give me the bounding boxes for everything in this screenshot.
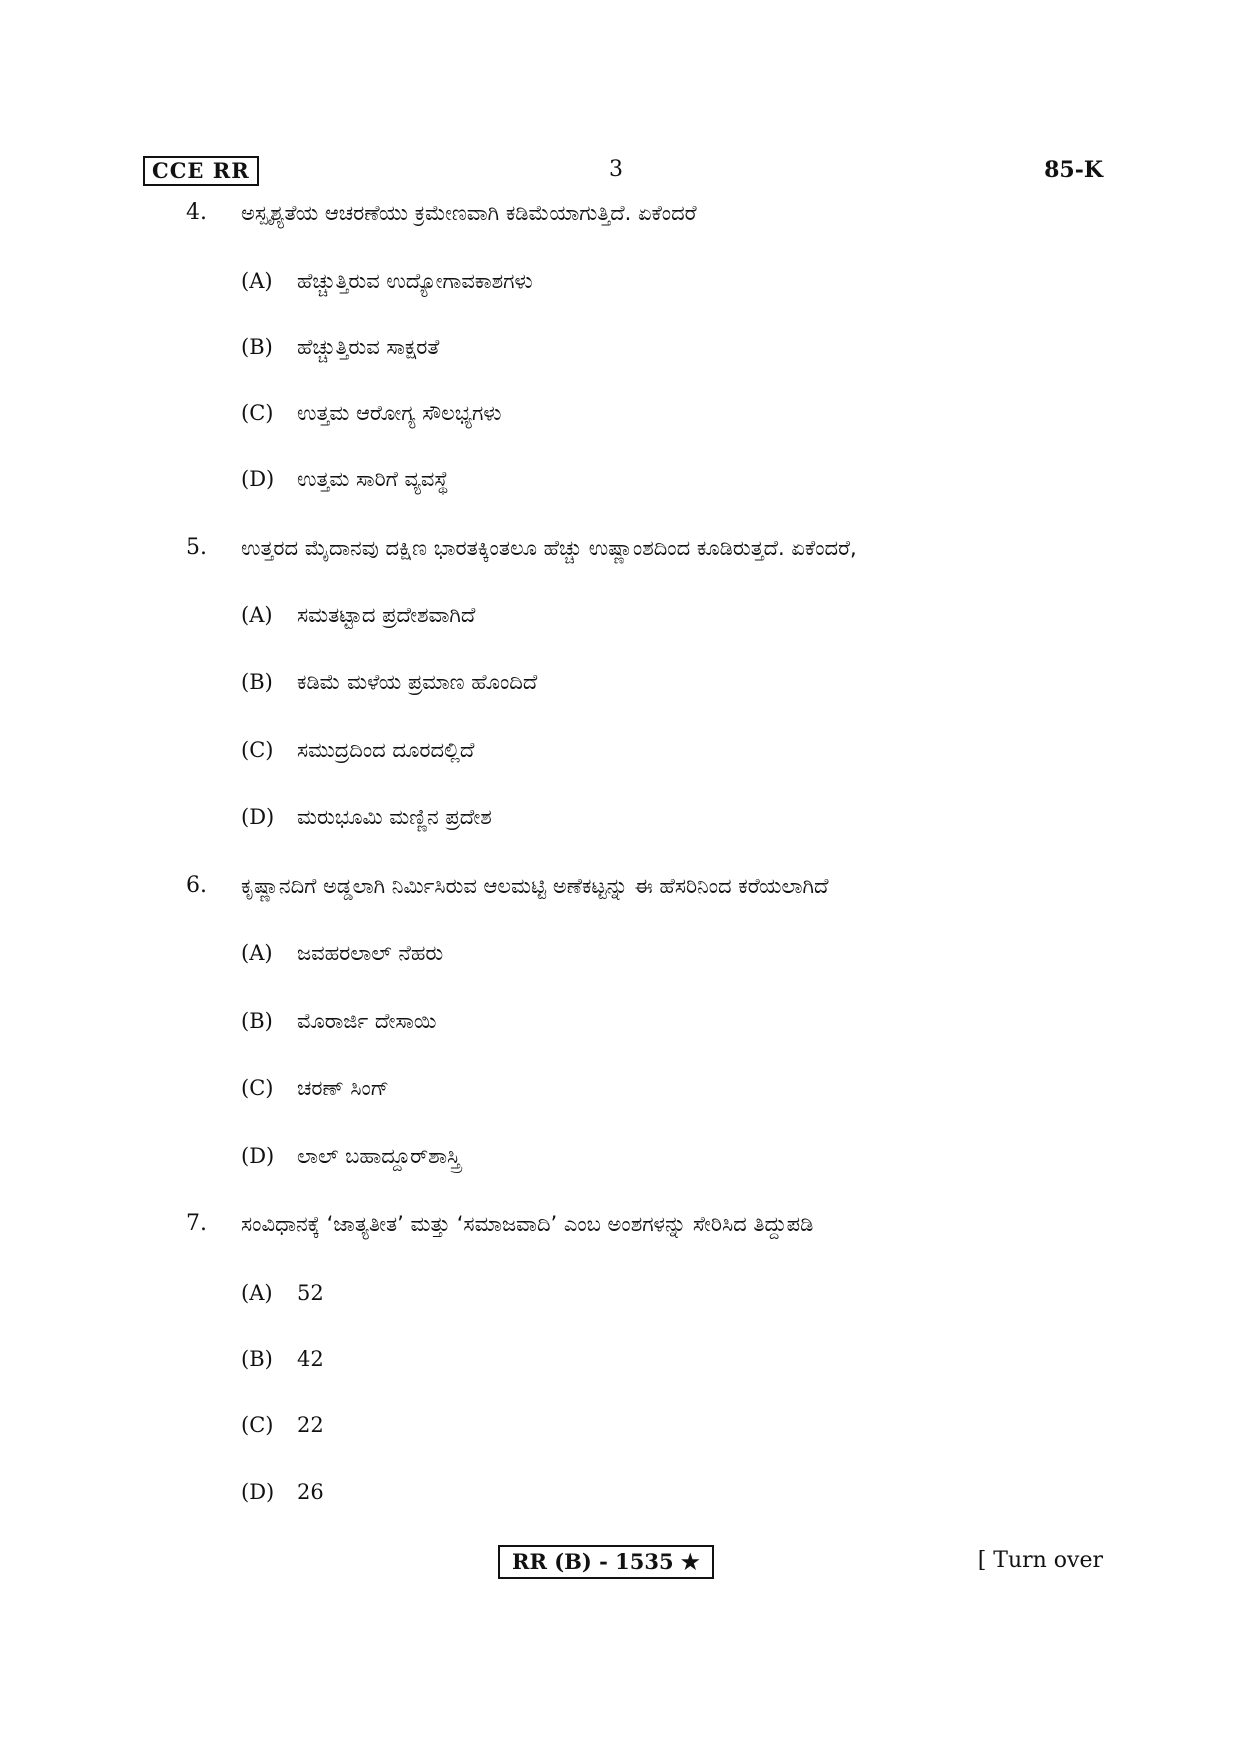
option-label: (A) (241, 1281, 273, 1305)
option-label: (D) (241, 467, 275, 491)
option-text: ಸಮುದ್ರದಿಂದ ದೂರದಲ್ಲಿದೆ (297, 738, 475, 762)
option-label: (C) (241, 738, 274, 762)
option-text: ಹೆಚ್ಚುತ್ತಿರುವ ಸಾಕ್ಷರತೆ (297, 335, 440, 359)
option-text: ಜವಹರಲಾಲ್ ನೆಹರು (297, 941, 444, 965)
exam-tag: CCE RR (143, 156, 259, 186)
option-label: (C) (241, 401, 274, 425)
question-text: ಉತ್ತರದ ಮೈದಾನವು ದಕ್ಷಿಣ ಭಾರತಕ್ಕಿಂತಲೂ ಹೆಚ್ಚು ಉಷ್ಣಾಂಶದಿಂದ ಕೂಡಿರುತ್ತದೆ. ಏಕೆಂದರೆ, (241, 536, 857, 560)
option-text: ಮರುಭೂಮಿ ಮಣ್ಣಿನ ಪ್ರದೇಶ (297, 805, 492, 829)
option-label: (C) (241, 1076, 274, 1100)
option-label: (B) (241, 670, 273, 694)
option-text: ಕಡಿಮೆ ಮಳೆಯ ಪ್ರಮಾಣ ಹೊಂದಿದೆ (297, 670, 538, 694)
question-number: 4. (186, 200, 207, 225)
option-text: ಮೊರಾರ್ಜಿ ದೇಸಾಯಿ (297, 1009, 437, 1033)
question-number: 5. (186, 535, 207, 560)
option-text: 26 (297, 1480, 324, 1504)
option-label: (D) (241, 1480, 275, 1504)
paper-code: 85-K (1044, 157, 1103, 183)
question-text: ಅಸ್ಪೃಶ್ಯತೆಯ ಆಚರಣೆಯು ಕ್ರಮೇಣವಾಗಿ ಕಡಿಮೆಯಾಗುತ್ತಿದೆ. ಏಕೆಂದರೆ (241, 201, 697, 225)
series-code: RR (B) - 1535 ★ (498, 1545, 714, 1579)
option-label: (D) (241, 805, 275, 829)
option-text: ಸಮತಟ್ಟಾದ ಪ್ರದೇಶವಾಗಿದೆ (297, 603, 476, 627)
question-text: ಕೃಷ್ಣಾನದಿಗೆ ಅಡ್ಡಲಾಗಿ ನಿರ್ಮಿಸಿರುವ ಆಲಮಟ್ಟಿ ಅಣೆಕಟ್ಟನ್ನು ಈ ಹೆಸರಿನಿಂದ ಕರೆಯಲಾಗಿದೆ (241, 874, 829, 898)
option-label: (A) (241, 603, 273, 627)
option-label: (A) (241, 269, 273, 293)
option-text: 42 (297, 1347, 324, 1371)
question-number: 6. (186, 873, 207, 898)
option-text: ಉತ್ತಮ ಆರೋಗ್ಯ ಸೌಲಭ್ಯಗಳು (297, 401, 502, 425)
option-text: 52 (297, 1281, 324, 1305)
option-label: (C) (241, 1413, 274, 1437)
page-header (143, 156, 1103, 186)
option-text: 22 (297, 1413, 324, 1437)
option-text: ಹೆಚ್ಚುತ್ತಿರುವ ಉದ್ಯೋಗಾವಕಾಶಗಳು (297, 269, 533, 293)
page-number: 3 (609, 157, 623, 182)
turn-over-text: [ Turn over (977, 1548, 1103, 1573)
option-text: ಚರಣ್ ಸಿಂಗ್ (297, 1076, 389, 1100)
question-text: ಸಂವಿಧಾನಕ್ಕೆ ‘ಜಾತ್ಯತೀತ’ ಮತ್ತು ‘ಸಮಾಜವಾದಿ’ ಎಂಬ ಅಂಶಗಳನ್ನು ಸೇರಿಸಿದ ತಿದ್ದುಪಡಿ (241, 1212, 814, 1236)
question-number: 7. (186, 1211, 207, 1236)
option-label: (B) (241, 1009, 273, 1033)
option-text: ಲಾಲ್ ಬಹಾದ್ದೂರ್‌ಶಾಸ್ತ್ರಿ (297, 1144, 461, 1168)
option-text: ಉತ್ತಮ ಸಾರಿಗೆ ವ್ಯವಸ್ಥೆ (297, 467, 449, 491)
option-label: (D) (241, 1144, 275, 1168)
option-label: (B) (241, 1347, 273, 1371)
option-label: (A) (241, 941, 273, 965)
option-label: (B) (241, 335, 273, 359)
